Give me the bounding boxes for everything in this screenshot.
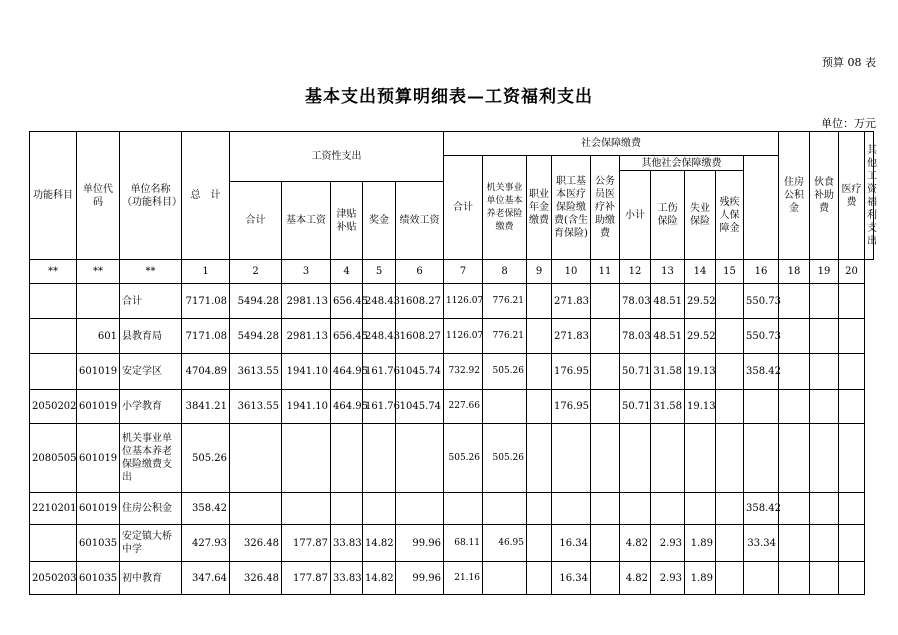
value-cell xyxy=(839,525,865,562)
table-row xyxy=(30,354,874,390)
value-cell xyxy=(527,354,552,390)
unit-code-cell: 601019 xyxy=(77,390,120,424)
unit-name-cell: 机关事业单位基本养老保险缴费支出 xyxy=(120,424,182,493)
value-cell xyxy=(591,390,620,424)
value-cell xyxy=(779,354,810,390)
value-cell xyxy=(685,424,716,493)
func-subject-cell: 2080505 xyxy=(30,424,77,493)
header-annuity: 职业年金缴费 xyxy=(527,156,552,260)
value-cell xyxy=(483,390,527,424)
value-cell xyxy=(716,493,744,525)
value-cell: 68.11 xyxy=(444,525,483,562)
header-disability: 残疾人保障金 xyxy=(716,171,744,260)
value-cell: 1608.27 xyxy=(396,319,444,354)
value-cell xyxy=(527,493,552,525)
value-cell: 16.34 xyxy=(552,525,591,562)
value-cell xyxy=(620,424,651,493)
value-cell xyxy=(685,493,716,525)
value-cell xyxy=(810,493,839,525)
value-cell xyxy=(810,562,839,595)
value-cell: 161.76 xyxy=(363,354,396,390)
index-cell: 16 xyxy=(744,260,779,284)
form-number: 预算 08 表 xyxy=(822,56,876,69)
header-other-social: 其他社会保障缴费 xyxy=(620,156,744,171)
unit-name-cell: 县教育局 xyxy=(120,319,182,354)
value-cell: 248.43 xyxy=(363,284,396,319)
index-cell: ** xyxy=(120,260,182,284)
index-cell: 8 xyxy=(483,260,527,284)
func-subject-cell: 2050203 xyxy=(30,562,77,595)
index-cell: 3 xyxy=(282,260,331,284)
header-allowance: 津贴补贴 xyxy=(331,182,363,260)
table-row xyxy=(30,493,874,525)
index-cell: 4 xyxy=(331,260,363,284)
header-unit-code: 单位代码 xyxy=(77,132,120,260)
value-cell: 358.42 xyxy=(182,493,230,525)
value-cell: 1045.74 xyxy=(396,390,444,424)
header-meal: 伙食补助费 xyxy=(810,132,839,260)
value-cell: 31.58 xyxy=(651,390,685,424)
header-unemployment: 失业保险 xyxy=(685,171,716,260)
value-cell: 176.95 xyxy=(552,390,591,424)
value-cell xyxy=(810,354,839,390)
unit-name-cell: 安定镇大桥中学 xyxy=(120,525,182,562)
value-cell xyxy=(552,424,591,493)
value-cell: 14.82 xyxy=(363,525,396,562)
value-cell xyxy=(591,284,620,319)
value-cell xyxy=(839,424,865,493)
value-cell: 2981.13 xyxy=(282,319,331,354)
value-cell xyxy=(839,562,865,595)
value-cell: 4.82 xyxy=(620,525,651,562)
unit-name-cell: 合计 xyxy=(120,284,182,319)
value-cell: 33.83 xyxy=(331,525,363,562)
value-cell xyxy=(779,390,810,424)
unit-code-cell: 601019 xyxy=(77,493,120,525)
header-func-subject: 功能科目 xyxy=(30,132,77,260)
func-subject-cell xyxy=(30,284,77,319)
value-cell: 1608.27 xyxy=(396,284,444,319)
value-cell: 347.64 xyxy=(182,562,230,595)
value-cell xyxy=(396,493,444,525)
value-cell: 177.87 xyxy=(282,525,331,562)
func-subject-cell xyxy=(30,525,77,562)
index-cell: 7 xyxy=(444,260,483,284)
header-total: 总 计 xyxy=(182,132,230,260)
index-cell: 6 xyxy=(396,260,444,284)
index-cell: 18 xyxy=(779,260,810,284)
unit-code-cell: 601019 xyxy=(77,354,120,390)
header-medical-fee: 医疗费 xyxy=(839,132,865,260)
header-wage-group: 工资性支出 xyxy=(230,132,444,182)
value-cell: 1941.10 xyxy=(282,390,331,424)
index-cell: 20 xyxy=(839,260,865,284)
value-cell: 48.51 xyxy=(651,284,685,319)
value-cell: 78.03 xyxy=(620,319,651,354)
value-cell xyxy=(591,562,620,595)
value-cell xyxy=(363,424,396,493)
value-cell: 29.52 xyxy=(685,319,716,354)
value-cell: 78.03 xyxy=(620,284,651,319)
value-cell: 4.82 xyxy=(620,562,651,595)
unit-code-cell: 601035 xyxy=(77,525,120,562)
value-cell xyxy=(810,424,839,493)
header-medical: 职工基本医疗保险缴费(含生育保险) xyxy=(552,156,591,260)
value-cell: 99.96 xyxy=(396,562,444,595)
header-other-sum: 小计 xyxy=(620,171,651,260)
value-cell: 427.93 xyxy=(182,525,230,562)
func-subject-cell xyxy=(30,319,77,354)
value-cell xyxy=(282,424,331,493)
value-cell: 33.83 xyxy=(331,562,363,595)
value-cell: 19.13 xyxy=(685,354,716,390)
value-cell: 776.21 xyxy=(483,284,527,319)
index-cell: 1 xyxy=(182,260,230,284)
index-row xyxy=(30,260,874,284)
value-cell: 21.16 xyxy=(444,562,483,595)
func-subject-cell: 2210201 xyxy=(30,493,77,525)
value-cell: 505.26 xyxy=(182,424,230,493)
table-row xyxy=(30,424,874,493)
header-unit-name: 单位名称（功能科目） xyxy=(120,132,182,260)
page-title: 基本支出预算明细表—工资福利支出 xyxy=(305,87,593,107)
index-cell: 9 xyxy=(527,260,552,284)
table-row xyxy=(30,319,874,354)
value-cell: 99.96 xyxy=(396,525,444,562)
value-cell: 7171.08 xyxy=(182,284,230,319)
value-cell xyxy=(810,525,839,562)
value-cell: 271.83 xyxy=(552,284,591,319)
value-cell xyxy=(527,390,552,424)
value-cell xyxy=(716,424,744,493)
index-cell: 12 xyxy=(620,260,651,284)
value-cell: 50.71 xyxy=(620,354,651,390)
value-cell xyxy=(527,424,552,493)
value-cell xyxy=(282,493,331,525)
value-cell xyxy=(839,319,865,354)
value-cell xyxy=(779,424,810,493)
header-civil-medical: 公务员医疗补助缴费 xyxy=(591,156,620,260)
value-cell xyxy=(527,562,552,595)
value-cell: 3613.55 xyxy=(230,390,282,424)
value-cell xyxy=(651,493,685,525)
unit-code-cell: 601 xyxy=(77,319,120,354)
func-subject-cell xyxy=(30,354,77,390)
value-cell: 1941.10 xyxy=(282,354,331,390)
value-cell: 656.45 xyxy=(331,284,363,319)
value-cell: 1.89 xyxy=(685,562,716,595)
header-other-welfare: 其他工资福利支出 xyxy=(865,132,874,260)
unit-code-cell: 601019 xyxy=(77,424,120,493)
value-cell xyxy=(744,424,779,493)
unit-name-cell: 初中教育 xyxy=(120,562,182,595)
unit-code-cell: 601035 xyxy=(77,562,120,595)
table-row xyxy=(30,284,874,319)
value-cell xyxy=(779,525,810,562)
value-cell: 271.83 xyxy=(552,319,591,354)
value-cell: 33.34 xyxy=(744,525,779,562)
value-cell xyxy=(716,525,744,562)
unit-code-cell xyxy=(77,284,120,319)
index-cell: ** xyxy=(30,260,77,284)
value-cell: 16.34 xyxy=(552,562,591,595)
value-cell: 776.21 xyxy=(483,319,527,354)
value-cell: 464.95 xyxy=(331,354,363,390)
value-cell: 3841.21 xyxy=(182,390,230,424)
value-cell: 248.43 xyxy=(363,319,396,354)
value-cell xyxy=(483,562,527,595)
value-cell: 505.26 xyxy=(444,424,483,493)
value-cell: 5494.28 xyxy=(230,284,282,319)
value-cell: 50.71 xyxy=(620,390,651,424)
value-cell xyxy=(527,319,552,354)
value-cell: 48.51 xyxy=(651,319,685,354)
value-cell xyxy=(620,493,651,525)
value-cell: 358.42 xyxy=(744,493,779,525)
value-cell: 1126.07 xyxy=(444,284,483,319)
header-performance: 绩效工资 xyxy=(396,182,444,260)
unit-name-cell: 小学教育 xyxy=(120,390,182,424)
value-cell: 19.13 xyxy=(685,390,716,424)
index-cell: 15 xyxy=(716,260,744,284)
value-cell: 550.73 xyxy=(744,284,779,319)
value-cell: 4704.89 xyxy=(182,354,230,390)
budget-table xyxy=(29,131,877,595)
index-cell: 13 xyxy=(651,260,685,284)
unit-label: 单位：万元 xyxy=(821,117,876,130)
value-cell xyxy=(839,284,865,319)
value-cell xyxy=(716,284,744,319)
header-social-group: 社会保障缴费 xyxy=(444,132,779,156)
value-cell xyxy=(527,525,552,562)
value-cell xyxy=(810,390,839,424)
value-cell: 732.92 xyxy=(444,354,483,390)
index-cell: 5 xyxy=(363,260,396,284)
value-cell: 5494.28 xyxy=(230,319,282,354)
value-cell: 176.95 xyxy=(552,354,591,390)
value-cell xyxy=(552,493,591,525)
index-cell: ** xyxy=(77,260,120,284)
value-cell xyxy=(744,562,779,595)
value-cell: 2981.13 xyxy=(282,284,331,319)
value-cell: 550.73 xyxy=(744,319,779,354)
value-cell xyxy=(444,493,483,525)
index-cell: 14 xyxy=(685,260,716,284)
value-cell xyxy=(591,319,620,354)
value-cell xyxy=(716,390,744,424)
value-cell: 29.52 xyxy=(685,284,716,319)
value-cell xyxy=(230,493,282,525)
value-cell xyxy=(716,562,744,595)
value-cell: 326.48 xyxy=(230,562,282,595)
value-cell xyxy=(839,354,865,390)
value-cell: 326.48 xyxy=(230,525,282,562)
value-cell: 505.26 xyxy=(483,424,527,493)
value-cell xyxy=(651,424,685,493)
value-cell: 2.93 xyxy=(651,525,685,562)
value-cell: 31.58 xyxy=(651,354,685,390)
value-cell xyxy=(527,284,552,319)
value-cell xyxy=(331,493,363,525)
value-cell xyxy=(396,424,444,493)
value-cell xyxy=(230,424,282,493)
value-cell: 464.95 xyxy=(331,390,363,424)
value-cell xyxy=(483,493,527,525)
value-cell xyxy=(591,354,620,390)
unit-name-cell: 安定学区 xyxy=(120,354,182,390)
value-cell: 177.87 xyxy=(282,562,331,595)
header-basic-wage: 基本工资 xyxy=(282,182,331,260)
value-cell xyxy=(744,390,779,424)
value-cell: 227.66 xyxy=(444,390,483,424)
value-cell xyxy=(591,525,620,562)
value-cell xyxy=(839,493,865,525)
index-cell: 19 xyxy=(810,260,839,284)
value-cell: 14.82 xyxy=(363,562,396,595)
table-row xyxy=(30,562,874,595)
table-header xyxy=(30,132,877,284)
value-cell xyxy=(810,319,839,354)
value-cell: 1126.07 xyxy=(444,319,483,354)
table-body xyxy=(30,284,874,595)
value-cell xyxy=(779,493,810,525)
value-cell: 656.45 xyxy=(331,319,363,354)
value-cell: 1.89 xyxy=(685,525,716,562)
header-wage-sum: 合计 xyxy=(230,182,282,260)
table-row xyxy=(30,525,874,562)
value-cell xyxy=(839,390,865,424)
value-cell: 2.93 xyxy=(651,562,685,595)
value-cell: 46.95 xyxy=(483,525,527,562)
value-cell xyxy=(779,562,810,595)
index-cell: 11 xyxy=(591,260,620,284)
value-cell: 7171.08 xyxy=(182,319,230,354)
value-cell xyxy=(779,319,810,354)
value-cell: 1045.74 xyxy=(396,354,444,390)
value-cell: 3613.55 xyxy=(230,354,282,390)
value-cell xyxy=(779,284,810,319)
header-bonus: 奖金 xyxy=(363,182,396,260)
value-cell: 505.26 xyxy=(483,354,527,390)
value-cell xyxy=(331,424,363,493)
header-injury: 工伤保险 xyxy=(651,171,685,260)
value-cell: 161.76 xyxy=(363,390,396,424)
header-housing: 住房公积金 xyxy=(779,132,810,260)
header-pension: 机关事业单位基本养老保险缴费 xyxy=(483,156,527,260)
value-cell xyxy=(716,319,744,354)
header-social-sum: 合计 xyxy=(444,156,483,260)
value-cell: 358.42 xyxy=(744,354,779,390)
index-cell: 10 xyxy=(552,260,591,284)
unit-name-cell: 住房公积金 xyxy=(120,493,182,525)
value-cell xyxy=(363,493,396,525)
table-row xyxy=(30,390,874,424)
value-cell xyxy=(810,284,839,319)
value-cell xyxy=(591,424,620,493)
func-subject-cell: 2050202 xyxy=(30,390,77,424)
index-cell: 2 xyxy=(230,260,282,284)
value-cell xyxy=(591,493,620,525)
value-cell xyxy=(716,354,744,390)
